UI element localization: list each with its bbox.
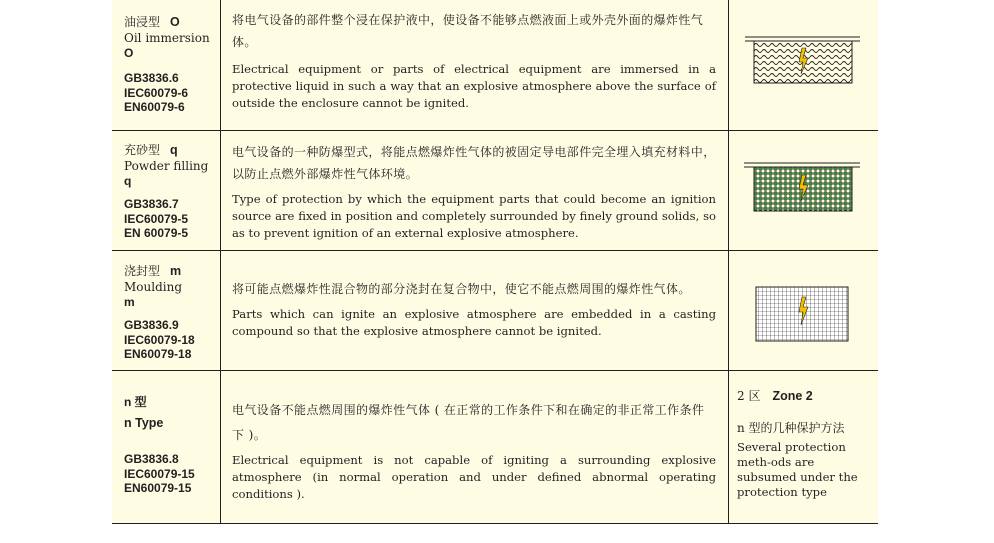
oil-immersion-icon xyxy=(738,0,878,130)
standard-gb: GB3836.6 xyxy=(124,71,179,85)
type-code-secondary: m xyxy=(124,295,135,309)
standard-iec: IEC60079-18 xyxy=(124,332,195,347)
type-en-name: Oil immersion xyxy=(124,31,210,45)
type-code-secondary: O xyxy=(124,46,134,60)
table-row-moulding xyxy=(112,251,878,371)
type-code-secondary: q xyxy=(124,174,132,188)
standard-iec: IEC60079-6 xyxy=(124,85,189,100)
standard-gb: GB3836.9 xyxy=(124,318,179,332)
standard-gb: GB3836.7 xyxy=(124,197,179,211)
type-cn-name: n 型 xyxy=(124,395,147,409)
type-name-cell xyxy=(124,14,220,115)
description-cn: 电气设备不能点燃周围的爆炸性气体 ( 在正常的工作条件下和在确定的非正常工作条件下 )。 xyxy=(232,403,705,442)
type-en-name: Powder filling xyxy=(124,159,209,173)
type-cn-name: 油浸型 xyxy=(124,15,161,29)
zone-note-cn: n 型的几种保护方法 xyxy=(737,421,845,435)
type-code: q xyxy=(170,143,178,157)
symbol-cell xyxy=(738,131,878,255)
description-en: Type of protection by which the equipment parts that could become an ignition source are fixed in position and completely surrounded by finely ground solids, so as to prevent ignition of an external explosive atmosphere. xyxy=(232,192,716,240)
moulding-icon xyxy=(738,251,878,371)
type-name-cell xyxy=(124,263,220,362)
type-name-cell xyxy=(124,142,220,241)
description-cell xyxy=(232,9,716,112)
type-code: m xyxy=(170,264,182,278)
symbol-cell xyxy=(738,0,878,134)
description-en: Electrical equipment or parts of electrical equipment are immersed in a protective liquid in such a way that an explosive atmosphere above the surface of outside the enclosure cannot be ignited. xyxy=(232,62,716,110)
symbol-cell xyxy=(738,251,878,375)
column-divider-right xyxy=(728,0,729,523)
standard-iec: IEC60079-15 xyxy=(124,466,195,481)
zone-note-en: Several protection meth-ods are subsumed under the protection type xyxy=(737,440,858,499)
description-cn: 将电气设备的部件整个浸在保护液中，使设备不能够点燃液面上或外壳外面的爆炸性气体。 xyxy=(232,13,704,49)
standard-en: EN60079-6 xyxy=(124,100,185,114)
type-name-cell xyxy=(124,395,220,496)
column-divider-left xyxy=(220,0,221,523)
description-en: Parts which can ignite an explosive atmosphere are embedded in a casting compound so that the explosive atmosphere cannot be ignited. xyxy=(232,307,716,338)
powder-filling-icon xyxy=(738,131,878,251)
description-cell xyxy=(232,278,716,340)
description-cn: 电气设备的一种防爆型式，将能点燃爆炸性气体的被固定导电部件完全埋入填充材料中，以防止点燃外部爆炸性气体环境。 xyxy=(232,145,716,181)
table-row-n-type xyxy=(112,371,878,523)
standard-en: EN60079-15 xyxy=(124,481,192,495)
table-row-oil-immersion xyxy=(112,0,878,131)
zone-en: Zone 2 xyxy=(772,389,813,403)
zone-cell xyxy=(737,387,873,500)
description-en: Electrical equipment is not capable of igniting a surrounding explosive atmosphere (in normal operation and under defined abnormal operating conditions ). xyxy=(232,453,716,501)
standard-en: EN 60079-5 xyxy=(124,226,189,240)
type-en-name: n Type xyxy=(124,415,164,430)
type-cn-name: 浇封型 xyxy=(124,264,161,278)
standard-gb: GB3836.8 xyxy=(124,452,179,466)
description-cell xyxy=(232,141,716,242)
type-code: O xyxy=(170,15,180,29)
protection-types-table xyxy=(112,0,878,524)
description-cell xyxy=(232,398,716,503)
type-cn-name: 充砂型 xyxy=(124,143,161,157)
type-en-name: Moulding xyxy=(124,280,183,294)
zone-cn: 2 区 xyxy=(737,389,761,403)
description-cn: 将可能点燃爆炸性混合物的部分浇封在复合物中，使它不能点燃周围的爆炸性气体。 xyxy=(232,282,691,296)
standard-iec: IEC60079-5 xyxy=(124,211,189,226)
standard-en: EN60079-18 xyxy=(124,347,192,361)
table-row-powder-filling xyxy=(112,131,878,251)
